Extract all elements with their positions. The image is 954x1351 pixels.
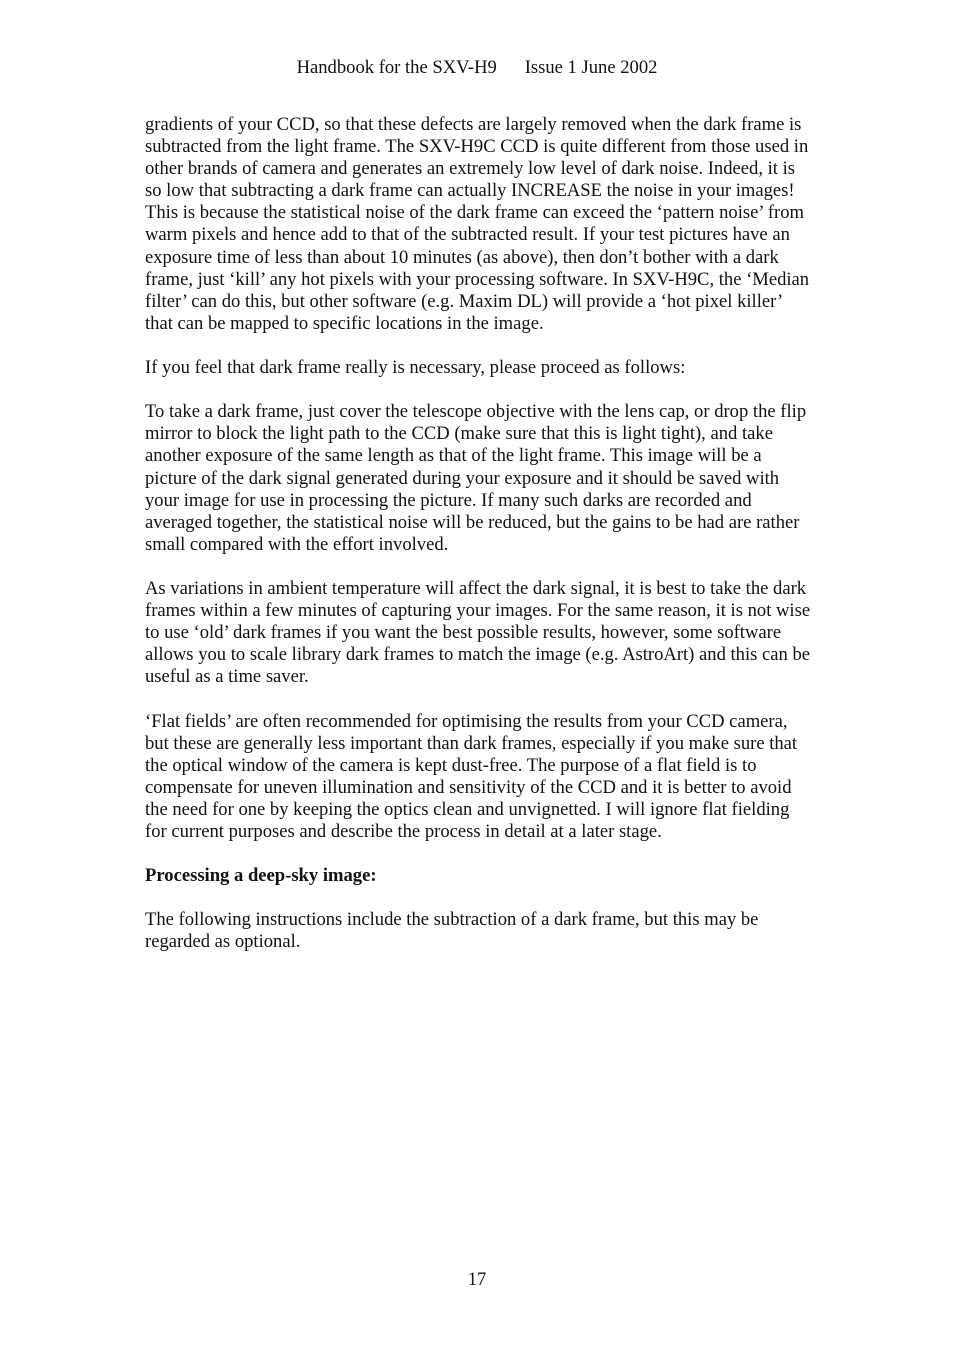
page-body xyxy=(145,114,813,976)
paragraph-dark-frame-necessary: If you feel that dark frame really is necessary, please proceed as follows: xyxy=(145,357,686,379)
paragraph-ambient-temperature: As variations in ambient temperature will affect the dark signal, it is best to take the dark frames within a few minutes of capturing your images. For the same reason, it is not wise to use ‘old’ dark frames if you want the best possible results, however, some software allows you to scale library dark frames to match the image (e.g. AstroArt) and this can be useful as a time saver. xyxy=(145,577,811,688)
paragraph-dark-noise: gradients of your CCD, so that these defects are largely removed when the dark frame is subtracted from the light frame. The SXV-H9C CCD is quite different from those used in other brands of camera and generates an extremely low level of dark noise. Indeed, it is so low that subtracting a dark frame can actually INCREASE the noise in your images! This is because the statistical noise of the dark frame can exceed the ‘pattern noise’ from warm pixels and hence add to that of the subtracted result. If your test pictures have an exposure time of less than about 10 minutes (as above), then don’t bother with a dark frame, just ‘kill’ any hot pixels with your processing software. In SXV-H9C, the ‘Median filter’ can do this, but other software (e.g. Maxim DL) will provide a ‘hot pixel killer’ that can be mapped to specific locations in the image. xyxy=(145,114,810,334)
running-header xyxy=(0,57,954,79)
page-number: 17 xyxy=(467,1269,487,1290)
paragraph-take-dark-frame: To take a dark frame, just cover the telescope objective with the lens cap, or drop the flip mirror to block the light path to the CCD (make sure that this is light tight), and take another exposure of the same length as that of the light frame. This image will be a picture of the dark signal generated during your exposure and it should be saved with your image for use in processing the picture. If many such darks are recorded and averaged together, the statistical noise will be reduced, but the gains to be had are rather small compared with the effort involved. xyxy=(145,401,807,555)
paragraph-processing-instructions: The following instructions include the subtraction of a dark frame, but this may be regarded as optional. xyxy=(145,909,759,953)
section-heading-processing: Processing a deep-sky image: xyxy=(145,865,377,887)
handbook-title: Handbook for the SXV-H9 xyxy=(296,57,497,78)
issue-date: Issue 1 June 2002 xyxy=(524,57,658,78)
paragraph-flat-fields: ‘Flat fields’ are often recommended for optimising the results from your CCD camera, but these are generally less important than dark frames, especially if you make sure that the optical window of the camera is kept dust-free. The purpose of a flat field is to compensate for uneven illumination and sensitivity of the CCD and it is better to avoid the need for one by keeping the optics clean and unvignetted. I will ignore flat fielding for current purposes and describe the process in detail at a later stage. xyxy=(145,710,798,842)
